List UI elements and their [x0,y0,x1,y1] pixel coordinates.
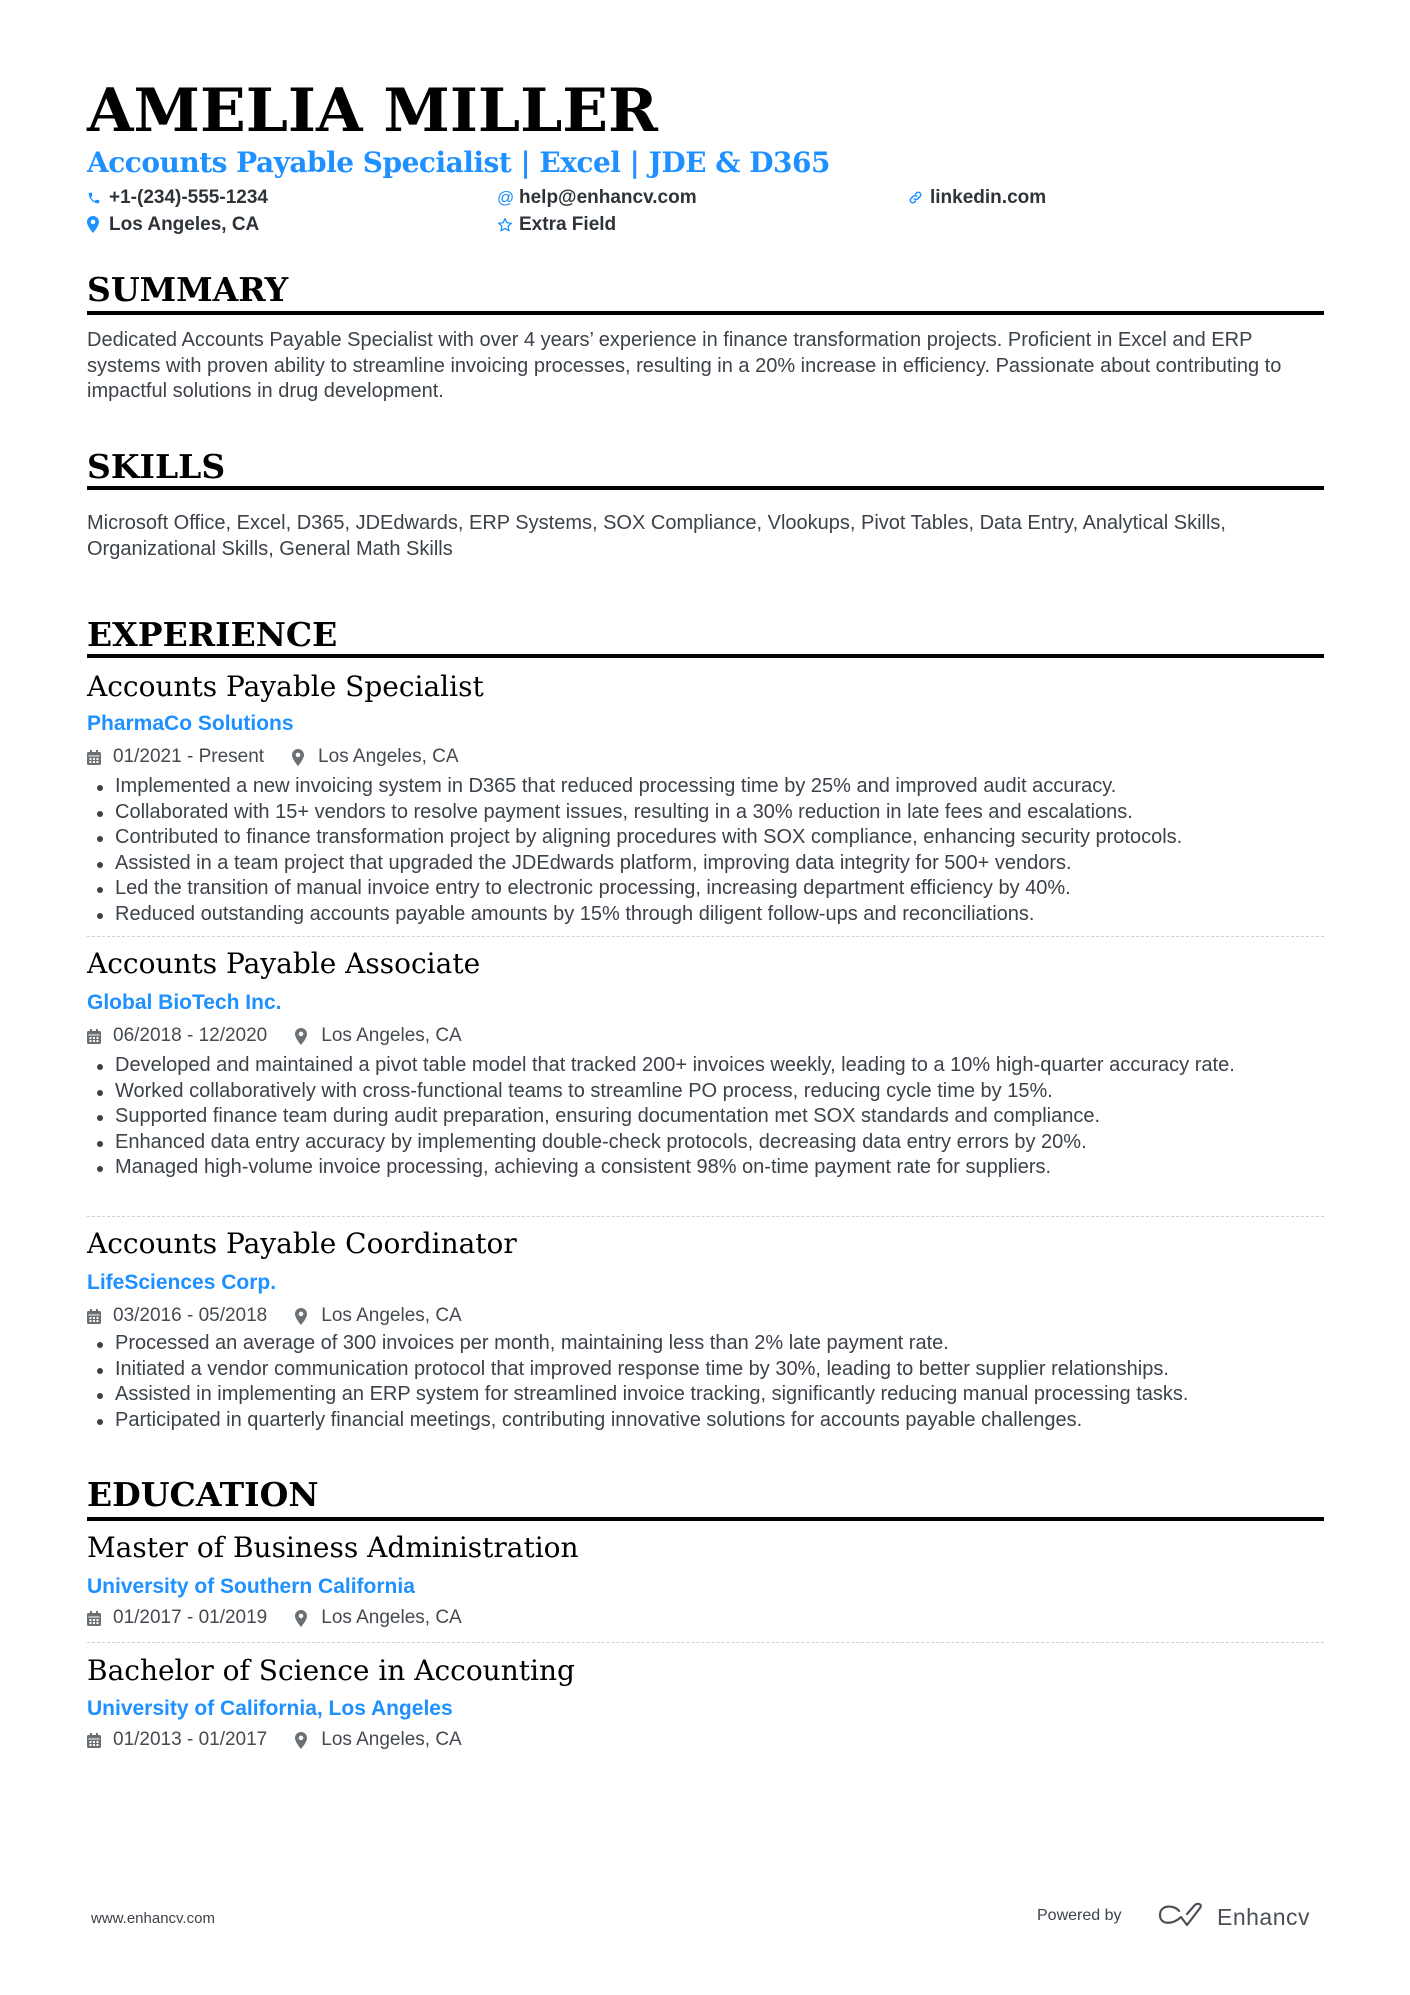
calendar-icon [87,1309,113,1324]
job-title: Accounts Payable Specialist [87,670,484,703]
list-item: Assisted in a team project that upgraded the JDEdwards platform, improving data integrity for 500+ vendors. [87,851,1324,877]
candidate-headline: Accounts Payable Specialist | Excel | JDE & D365 [87,146,830,179]
list-item: Managed high-volume invoice processing, achieving a consistent 98% on-time payment rate for suppliers. [87,1155,1324,1181]
footer-website-link[interactable]: www.enhancv.com [91,1910,215,1927]
skills-text: Microsoft Office, Excel, D365, JDEdwards, ERP Systems, SOX Compliance, Vlookups, Pivot Tables, Data Entry, Analytical Skills, Organizational Skills, General Math Skills [87,512,1226,560]
contact-extra-field [497,213,908,236]
job-meta [87,1024,462,1048]
section-rule [87,1517,1324,1521]
list-item: Led the transition of manual invoice entry to electronic processing, increasing department efficiency by 40%. [87,876,1324,902]
section-title-experience: EXPERIENCE [87,615,338,654]
degree-title: Master of Business Administration [87,1531,579,1564]
entry-divider [87,1216,1324,1217]
list-item: Developed and maintained a pivot table model that tracked 200+ invoices weekly, leading to a 10% high-quarter accuracy rate. [87,1053,1324,1079]
education-meta [87,1606,462,1630]
contact-linkedin[interactable] [908,186,1324,209]
star-icon [497,217,519,233]
candidate-name: AMELIA MILLER [87,76,658,146]
list-item: Processed an average of 300 invoices per month, maintaining less than 2% late payment rate. [87,1331,1324,1357]
calendar-icon [87,1733,113,1748]
section-rule [87,311,1324,315]
degree-title: Bachelor of Science in Accounting [87,1654,575,1687]
section-rule [87,654,1324,658]
contact-phone-text: +1-(234)-555-1234 [109,186,268,208]
list-item: Supported finance team during audit preparation, ensuring documentation met SOX standards and compliance. [87,1104,1324,1130]
location-pin-icon [295,1308,321,1325]
enhancv-logo-icon [1157,1902,1205,1933]
contact-email[interactable] [497,186,908,209]
calendar-icon [87,1611,113,1626]
job-bullets [87,774,1324,927]
education-dates: 01/2017 - 01/2019 [113,1607,268,1628]
entry-divider [87,936,1324,937]
location-pin-icon [295,1610,321,1627]
contact-email-text: help@enhancv.com [519,186,697,208]
contact-phone[interactable] [87,186,497,209]
job-meta [87,745,459,769]
link-icon [908,190,930,205]
job-bullets [87,1053,1324,1181]
job-dates: 01/2021 - Present [113,746,265,767]
contact-extra-field-text: Extra Field [519,213,617,235]
contact-linkedin-text: linkedin.com [930,186,1047,208]
enhancv-brand[interactable] [1157,1902,1310,1933]
summary-text: Dedicated Accounts Payable Specialist with over 4 years’ experience in finance transformation projects. Proficient in Excel and ERP systems with proven ability to streamline invoicing processes, resulting in a 20% increase in efficiency. Passionate about contributing to impactful solutions in drug development. [87,329,1282,402]
job-dates: 06/2018 - 12/2020 [113,1025,268,1046]
company-name[interactable]: LifeSciences Corp. [87,1271,277,1294]
education-meta [87,1728,462,1752]
job-bullets [87,1331,1324,1433]
at-icon: @ [497,187,515,207]
school-name[interactable]: University of California, Los Angeles [87,1697,453,1720]
contact-location [87,213,497,236]
job-location: Los Angeles, CA [321,1025,462,1046]
calendar-icon [87,750,113,765]
company-name[interactable]: Global BioTech Inc. [87,991,282,1014]
job-title: Accounts Payable Associate [87,947,481,980]
section-title-summary: SUMMARY [87,270,289,309]
list-item: Collaborated with 15+ vendors to resolve payment issues, resulting in a 30% reduction in late fees and escalations. [87,800,1324,826]
calendar-icon [87,1029,113,1044]
job-location: Los Angeles, CA [321,1305,462,1326]
list-item: Contributed to finance transformation project by aligning procedures with SOX compliance, enhancing security protocols. [87,825,1324,851]
list-item: Assisted in implementing an ERP system for streamlined invoice tracking, significantly reducing manual processing tasks. [87,1382,1324,1408]
section-title-education: EDUCATION [87,1475,319,1514]
phone-icon [87,190,109,206]
section-rule [87,486,1324,490]
education-dates: 01/2013 - 01/2017 [113,1729,268,1750]
company-name[interactable]: PharmaCo Solutions [87,712,294,735]
job-dates: 03/2016 - 05/2018 [113,1305,268,1326]
powered-by-label: Powered by [1037,1907,1122,1924]
list-item: Worked collaboratively with cross-functional teams to streamline PO process, reducing cycle time by 15%. [87,1079,1324,1105]
contact-location-text: Los Angeles, CA [109,213,260,235]
section-title-skills: SKILLS [87,447,226,486]
location-pin-icon [295,1732,321,1749]
contact-info [87,186,1324,236]
job-meta [87,1304,462,1328]
entry-divider [87,1642,1324,1643]
enhancv-brand-name: Enhancv [1217,1904,1311,1930]
school-name[interactable]: University of Southern California [87,1575,415,1598]
list-item: Participated in quarterly financial meetings, contributing innovative solutions for accounts payable challenges. [87,1408,1324,1434]
location-pin-icon [292,749,318,766]
job-title: Accounts Payable Coordinator [87,1227,517,1260]
education-location: Los Angeles, CA [321,1729,462,1750]
education-location: Los Angeles, CA [321,1607,462,1628]
location-pin-icon [87,216,109,233]
location-pin-icon [295,1028,321,1045]
list-item: Enhanced data entry accuracy by implementing double-check protocols, decreasing data entry errors by 20%. [87,1130,1324,1156]
list-item: Initiated a vendor communication protocol that improved response time by 30%, leading to better supplier relationships. [87,1357,1324,1383]
list-item: Reduced outstanding accounts payable amounts by 15% through diligent follow-ups and reconciliations. [87,902,1324,928]
job-location: Los Angeles, CA [318,746,459,767]
list-item: Implemented a new invoicing system in D365 that reduced processing time by 25% and improved audit accuracy. [87,774,1324,800]
